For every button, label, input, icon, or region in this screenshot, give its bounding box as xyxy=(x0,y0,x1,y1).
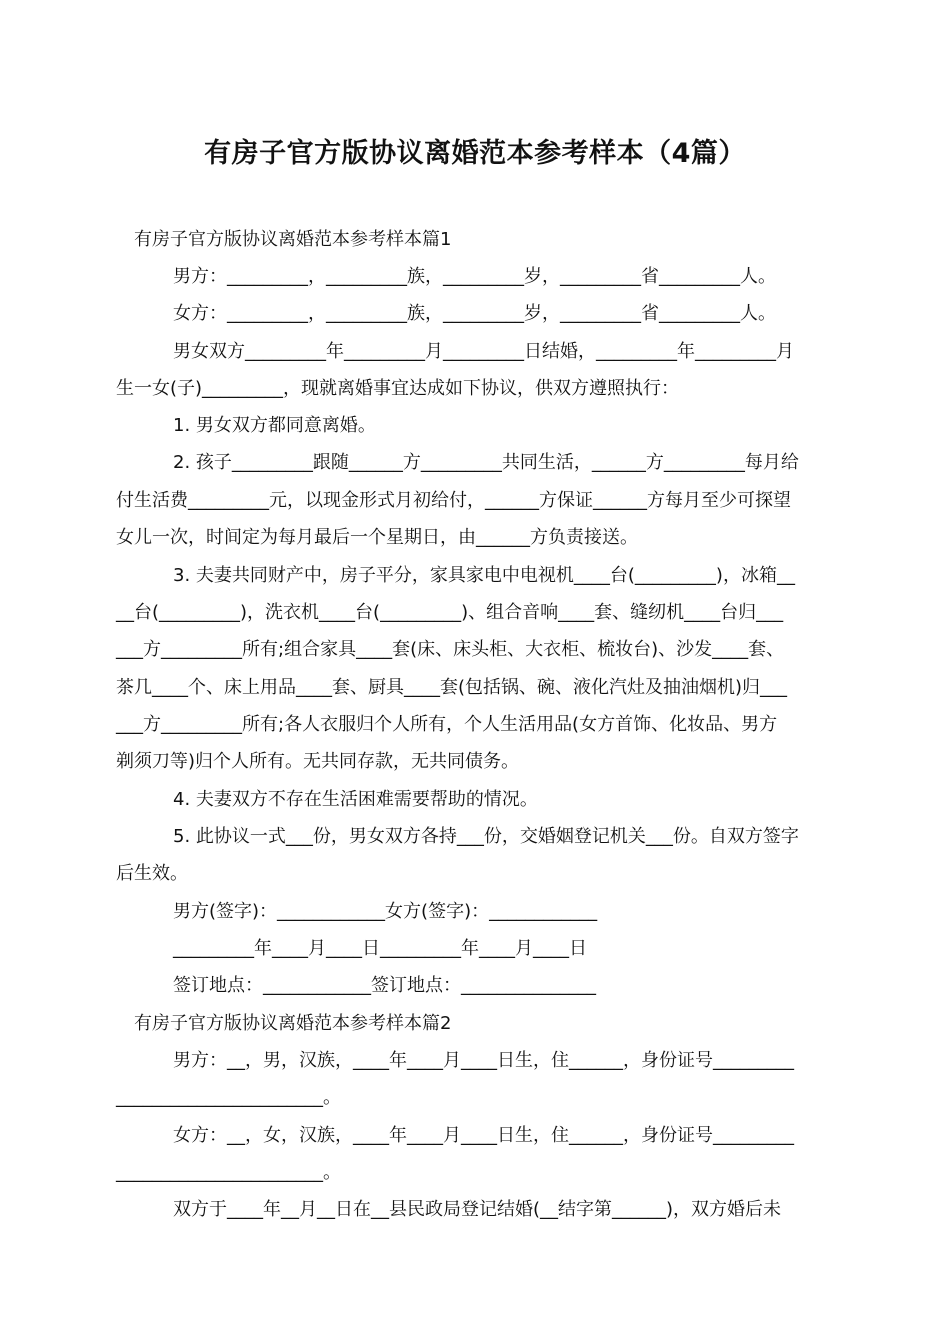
paragraph-line: __台(_________)，洗衣机____台(_________)、组合音响____套、缝纫机____台归___ xyxy=(116,602,784,623)
paragraph-line: ___方_________所有;各人衣服归个人所有，个人生活用品(女方首饰、化妆品、男方 xyxy=(116,714,778,735)
date-line: _________年____月____日_________年____月____日 xyxy=(173,938,587,959)
paragraph-line: _______________________。 xyxy=(116,1087,341,1108)
paragraph-line: 男方：__，男，汉族，____年____月____日生，住______，身份证号_________ xyxy=(173,1050,794,1071)
document-title: 有房子官方版协议离婚范本参考样本（4篇） xyxy=(204,138,746,169)
section-heading-1: 有房子官方版协议离婚范本参考样本篇1 xyxy=(134,229,452,250)
paragraph-line: ___方_________所有;组合家具____套(床、床头柜、大衣柜、梳妆台)、沙发____套、 xyxy=(116,639,785,660)
paragraph-line: 双方于____年__月__日在__县民政局登记结婚(__结字第______)，双方婚后未 xyxy=(173,1199,782,1220)
paragraph-line: 2. 孩子_________跟随______方_________共同生活，______方_________每月给 xyxy=(173,452,799,473)
paragraph-line: 付生活费_________元，以现金形式月初给付，______方保证______方每月至少可探望 xyxy=(116,490,791,511)
paragraph-line: 男女双方_________年_________月_________日结婚，_________年_________月 xyxy=(173,341,794,362)
paragraph-line: 女儿一次，时间定为每月最后一个星期日，由______方负责接送。 xyxy=(116,527,638,548)
paragraph-line: 剃须刀等)归个人所有。无共同存款，无共同债务。 xyxy=(116,751,520,772)
paragraph-line: _______________________。 xyxy=(116,1162,341,1183)
signature-line: 男方(签字)：____________女方(签字)：____________ xyxy=(173,901,598,922)
section-heading-2: 有房子官方版协议离婚范本参考样本篇2 xyxy=(134,1013,452,1034)
paragraph-line: 女方：__，女，汉族，____年____月____日生，住______，身份证号_________ xyxy=(173,1125,794,1146)
paragraph-line: 男方：_________，_________族，_________岁，_________省_________人。 xyxy=(173,266,776,287)
paragraph-line: 女方：_________，_________族，_________岁，_________省_________人。 xyxy=(173,303,776,324)
paragraph-line: 4. 夫妻双方不存在生活困难需要帮助的情况。 xyxy=(173,789,538,810)
paragraph-line: 5. 此协议一式___份，男女双方各持___份，交婚姻登记机关___份。自双方签字 xyxy=(173,826,799,847)
paragraph-line: 3. 夫妻共同财产中，房子平分，家具家电中电视机____台(_________)，冰箱__ xyxy=(173,565,795,586)
paragraph-line: 后生效。 xyxy=(116,863,188,884)
paragraph-line: 生一女(子)_________，现就离婚事宜达成如下协议，供双方遵照执行： xyxy=(116,378,680,399)
place-line: 签订地点：____________签订地点：_______________ xyxy=(173,975,596,996)
paragraph-line: 茶几____个、床上用品____套、厨具____套(包括锅、碗、液化汽灶及抽油烟机)归___ xyxy=(116,677,788,698)
paragraph-line: 1. 男女双方都同意离婚。 xyxy=(173,415,376,436)
